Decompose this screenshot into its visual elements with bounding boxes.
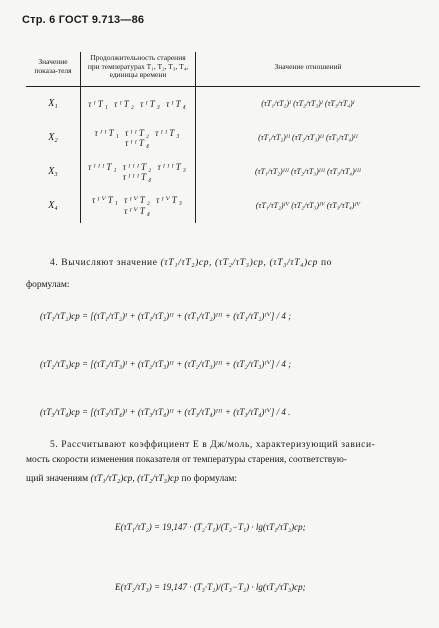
table-header-cell: Значение отношений (196, 52, 421, 86)
table-row (26, 155, 420, 189)
energy-formula-2: E(τT₂/τT₃) = 19,147 · (T₃·T₂)/(T₃−T₂) · lg(τT₂/τT₃)ср; (115, 582, 306, 592)
page-label: Стр. 6 (22, 14, 56, 26)
mean-ratio-formula-2: (τT₂/τT₃)ср = [(τT₂/τT₃)ᴵ + (τT₂/τT₃)ᴵᴵ + (τT₂/τT₃)ᴵᴵᴵ + (τT₂/τT₃)ᴵⱽ] / 4 ; (40, 359, 292, 369)
ratios-cell: (τT₁/τT₂)ᴵᴵ (τT₂/τT₃)ᴵᴵ (τT₃/τT₄)ᴵᴵ (196, 121, 421, 155)
paragraph-5-values: (τT₁/τT₂)ср, (τT₂/τT₃)ср (90, 474, 180, 484)
indicator-cell: X₃ (48, 166, 58, 178)
table-header-cell: Значение показа-теля (26, 52, 81, 86)
table-header-row (26, 52, 420, 86)
paragraph-5-end: по формулам: (181, 474, 238, 484)
formulas-label: формулам: (26, 280, 70, 290)
energy-formula-1: E(τT₁/τT₂) = 19,147 · (T₂·T₁)/(T₂−T₁) · lg(τT₁/τT₂)ср; (115, 522, 306, 532)
indicator-cell: X₂ (48, 132, 58, 144)
mean-ratio-formula-1: (τT₁/τT₂)ср = [(τT₁/τT₂)ᴵ + (τT₁/τT₂)ᴵᴵ + (τT₁/τT₂)ᴵᴵᴵ + (τT₁/τT₂)ᴵⱽ] / 4 ; (40, 311, 292, 321)
durations-cell: τᴵⱽT₁ τᴵⱽT₂ τᴵⱽT₃ τᴵⱽT₄ (81, 189, 196, 223)
paragraph-4-values: (τT₁/τT₂)ср, (τT₂/τT₃)ср, (τT₃/τT₄)ср (160, 258, 318, 268)
table-header-cell: Продолжительность старения при температурах T₁, T₂, T₃, T₄, единицы времени (81, 52, 196, 86)
indicator-cell: X₁ (48, 98, 58, 110)
table-row (26, 121, 420, 155)
paragraph-4-text: 4. Вычисляют значение (50, 258, 158, 268)
mean-ratio-formula-3: (τT₃/τT₄)ср = [(τT₃/τT₄)ᴵ + (τT₃/τT₄)ᴵᴵ + (τT₃/τT₄)ᴵᴵᴵ + (τT₃/τT₄)ᴵⱽ] / 4 . (40, 407, 291, 417)
durations-cell: τᴵᴵᴵT₁ τᴵᴵᴵT₂ τᴵᴵᴵT₃ τᴵᴵᴵT₄ (81, 155, 196, 189)
durations-cell: τᴵT₁ τᴵT₂ τᴵT₃ τᴵT₄ (81, 86, 196, 121)
paragraph-5-line-1: 5. Рассчитывают коэффициент E в Дж/моль, характеризующий зависи- (50, 440, 376, 450)
table-row (26, 86, 420, 121)
table-row (26, 189, 420, 223)
paragraph-5-line-3 (26, 474, 237, 484)
paragraph-4-tail: по (320, 258, 332, 268)
ratios-cell: (τT₁/τT₂)ᴵᴵᴵ (τT₂/τT₃)ᴵᴵᴵ (τT₃/τT₄)ᴵᴵᴵ (196, 155, 421, 189)
standard-number: ГОСТ 9.713—86 (58, 14, 145, 26)
paragraph-5-line-2: мость скорости изменения показателя от температуры старения, соответствую- (26, 455, 347, 465)
indicator-cell: X₄ (48, 200, 58, 212)
ratios-cell: (τT₁/τT₂)ᴵ (τT₂/τT₃)ᴵ (τT₃/τT₄)ᴵ (196, 86, 421, 121)
page-header (22, 14, 144, 26)
durations-cell: τᴵᴵT₁ τᴵᴵT₂ τᴵᴵT₃ τᴵᴵT₄ (81, 121, 196, 155)
paragraph-5-start: щий значениям (26, 474, 89, 484)
ratios-table (26, 52, 420, 223)
paragraph-4 (50, 258, 332, 268)
ratios-cell: (τT₁/τT₂)ᴵⱽ (τT₂/τT₃)ᴵⱽ (τT₃/τT₄)ᴵⱽ (196, 189, 421, 223)
